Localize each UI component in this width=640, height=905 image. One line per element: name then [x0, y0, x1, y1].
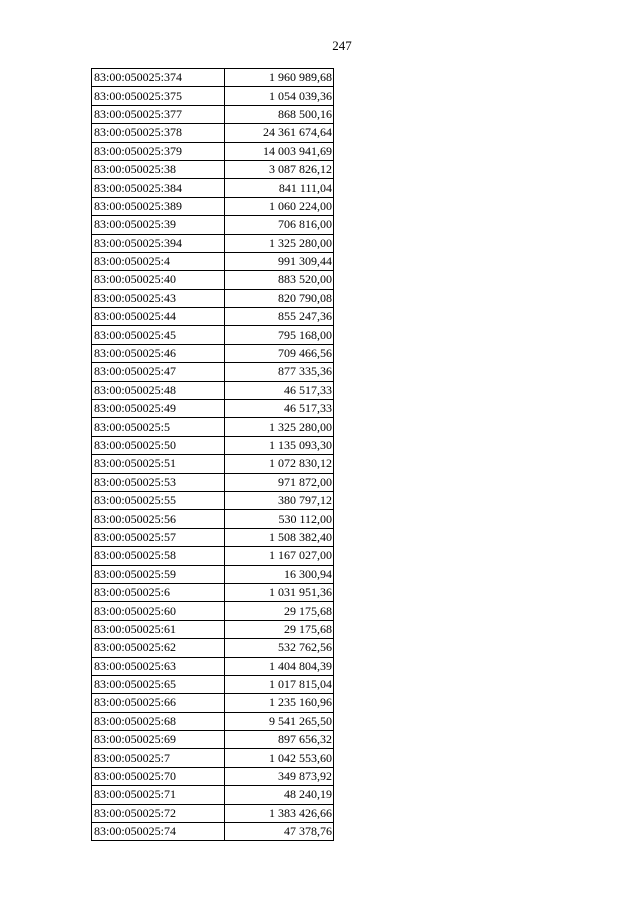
- value-cell: 1 325 280,00: [225, 418, 334, 436]
- table-row: [92, 142, 334, 160]
- value-cell: 349 873,92: [225, 767, 334, 785]
- cadastral-value-table: [91, 68, 334, 841]
- value-cell: 706 816,00: [225, 216, 334, 234]
- value-cell: 47 378,76: [225, 823, 334, 841]
- table-row: [92, 381, 334, 399]
- value-cell: 48 240,19: [225, 786, 334, 804]
- cadastral-number-cell: 83:00:050025:46: [92, 344, 225, 362]
- value-cell: 29 175,68: [225, 620, 334, 638]
- cadastral-number-cell: 83:00:050025:53: [92, 473, 225, 491]
- table-row: [92, 786, 334, 804]
- value-cell: 46 517,33: [225, 381, 334, 399]
- value-cell: 9 541 265,50: [225, 712, 334, 730]
- table-row: [92, 252, 334, 270]
- value-cell: 1 135 093,30: [225, 436, 334, 454]
- value-cell: 1 167 027,00: [225, 547, 334, 565]
- cadastral-number-cell: 83:00:050025:59: [92, 565, 225, 583]
- table-row: [92, 565, 334, 583]
- cadastral-number-cell: 83:00:050025:57: [92, 528, 225, 546]
- value-cell: 1 031 951,36: [225, 583, 334, 601]
- value-cell: 1 060 224,00: [225, 197, 334, 215]
- cadastral-number-cell: 83:00:050025:43: [92, 289, 225, 307]
- value-cell: 3 087 826,12: [225, 160, 334, 178]
- cadastral-number-cell: 83:00:050025:389: [92, 197, 225, 215]
- cadastral-number-cell: 83:00:050025:62: [92, 639, 225, 657]
- cadastral-number-cell: 83:00:050025:384: [92, 179, 225, 197]
- cadastral-number-cell: 83:00:050025:58: [92, 547, 225, 565]
- table-row: [92, 69, 334, 87]
- value-cell: 46 517,33: [225, 400, 334, 418]
- table-row: [92, 823, 334, 841]
- table-row: [92, 694, 334, 712]
- cadastral-number-cell: 83:00:050025:6: [92, 583, 225, 601]
- value-cell: 1 325 280,00: [225, 234, 334, 252]
- cadastral-number-cell: 83:00:050025:379: [92, 142, 225, 160]
- table-row: [92, 400, 334, 418]
- value-cell: 1 960 989,68: [225, 69, 334, 87]
- table-row: [92, 455, 334, 473]
- value-cell: 820 790,08: [225, 289, 334, 307]
- cadastral-number-cell: 83:00:050025:50: [92, 436, 225, 454]
- cadastral-number-cell: 83:00:050025:51: [92, 455, 225, 473]
- value-cell: 971 872,00: [225, 473, 334, 491]
- value-cell: 530 112,00: [225, 510, 334, 528]
- cadastral-number-cell: 83:00:050025:375: [92, 87, 225, 105]
- table-row: [92, 602, 334, 620]
- table-row: [92, 749, 334, 767]
- cadastral-number-cell: 83:00:050025:65: [92, 675, 225, 693]
- table-row: [92, 216, 334, 234]
- value-cell: 14 003 941,69: [225, 142, 334, 160]
- cadastral-number-cell: 83:00:050025:56: [92, 510, 225, 528]
- cadastral-number-cell: 83:00:050025:45: [92, 326, 225, 344]
- cadastral-number-cell: 83:00:050025:44: [92, 308, 225, 326]
- cadastral-number-cell: 83:00:050025:378: [92, 124, 225, 142]
- table-row: [92, 712, 334, 730]
- table-row: [92, 344, 334, 362]
- table-row: [92, 583, 334, 601]
- cadastral-number-cell: 83:00:050025:72: [92, 804, 225, 822]
- value-cell: 1 054 039,36: [225, 87, 334, 105]
- value-cell: 795 168,00: [225, 326, 334, 344]
- cadastral-number-cell: 83:00:050025:70: [92, 767, 225, 785]
- table-row: [92, 528, 334, 546]
- value-cell: 897 656,32: [225, 731, 334, 749]
- table-row: [92, 363, 334, 381]
- table-row: [92, 197, 334, 215]
- table-row: [92, 639, 334, 657]
- table-row: [92, 547, 334, 565]
- cadastral-number-cell: 83:00:050025:74: [92, 823, 225, 841]
- table-row: [92, 675, 334, 693]
- table-row: [92, 620, 334, 638]
- value-cell: 877 335,36: [225, 363, 334, 381]
- table-row: [92, 731, 334, 749]
- value-cell: 855 247,36: [225, 308, 334, 326]
- table-row: [92, 326, 334, 344]
- table-row: [92, 510, 334, 528]
- value-cell: 883 520,00: [225, 271, 334, 289]
- cadastral-number-cell: 83:00:050025:49: [92, 400, 225, 418]
- value-cell: 24 361 674,64: [225, 124, 334, 142]
- value-cell: 29 175,68: [225, 602, 334, 620]
- value-cell: 991 309,44: [225, 252, 334, 270]
- table-row: [92, 491, 334, 509]
- cadastral-number-cell: 83:00:050025:374: [92, 69, 225, 87]
- table-row: [92, 767, 334, 785]
- cadastral-number-cell: 83:00:050025:4: [92, 252, 225, 270]
- table-row: [92, 473, 334, 491]
- value-cell: 380 797,12: [225, 491, 334, 509]
- cadastral-number-cell: 83:00:050025:39: [92, 216, 225, 234]
- value-cell: 1 404 804,39: [225, 657, 334, 675]
- cadastral-number-cell: 83:00:050025:377: [92, 105, 225, 123]
- cadastral-number-cell: 83:00:050025:38: [92, 160, 225, 178]
- value-cell: 868 500,16: [225, 105, 334, 123]
- cadastral-number-cell: 83:00:050025:48: [92, 381, 225, 399]
- table-row: [92, 418, 334, 436]
- cadastral-number-cell: 83:00:050025:66: [92, 694, 225, 712]
- table-row: [92, 105, 334, 123]
- value-cell: 709 466,56: [225, 344, 334, 362]
- cadastral-number-cell: 83:00:050025:60: [92, 602, 225, 620]
- table-row: [92, 804, 334, 822]
- table-row: [92, 234, 334, 252]
- value-cell: 1 508 382,40: [225, 528, 334, 546]
- cadastral-number-cell: 83:00:050025:5: [92, 418, 225, 436]
- cadastral-number-cell: 83:00:050025:68: [92, 712, 225, 730]
- value-cell: 1 072 830,12: [225, 455, 334, 473]
- value-cell: 841 111,04: [225, 179, 334, 197]
- cadastral-number-cell: 83:00:050025:61: [92, 620, 225, 638]
- cadastral-number-cell: 83:00:050025:69: [92, 731, 225, 749]
- cadastral-number-cell: 83:00:050025:394: [92, 234, 225, 252]
- value-cell: 1 042 553,60: [225, 749, 334, 767]
- value-cell: 532 762,56: [225, 639, 334, 657]
- table-row: [92, 87, 334, 105]
- value-cell: 16 300,94: [225, 565, 334, 583]
- table-row: [92, 179, 334, 197]
- cadastral-number-cell: 83:00:050025:40: [92, 271, 225, 289]
- table-row: [92, 657, 334, 675]
- table-row: [92, 271, 334, 289]
- value-cell: 1 235 160,96: [225, 694, 334, 712]
- page-number: 247: [332, 38, 352, 53]
- cadastral-number-cell: 83:00:050025:71: [92, 786, 225, 804]
- table-row: [92, 289, 334, 307]
- table-row: [92, 308, 334, 326]
- table-row: [92, 436, 334, 454]
- cadastral-number-cell: 83:00:050025:7: [92, 749, 225, 767]
- cadastral-number-cell: 83:00:050025:55: [92, 491, 225, 509]
- table-row: [92, 124, 334, 142]
- value-cell: 1 017 815,04: [225, 675, 334, 693]
- cadastral-number-cell: 83:00:050025:47: [92, 363, 225, 381]
- value-cell: 1 383 426,66: [225, 804, 334, 822]
- cadastral-number-cell: 83:00:050025:63: [92, 657, 225, 675]
- table-body: [92, 69, 334, 841]
- table-row: [92, 160, 334, 178]
